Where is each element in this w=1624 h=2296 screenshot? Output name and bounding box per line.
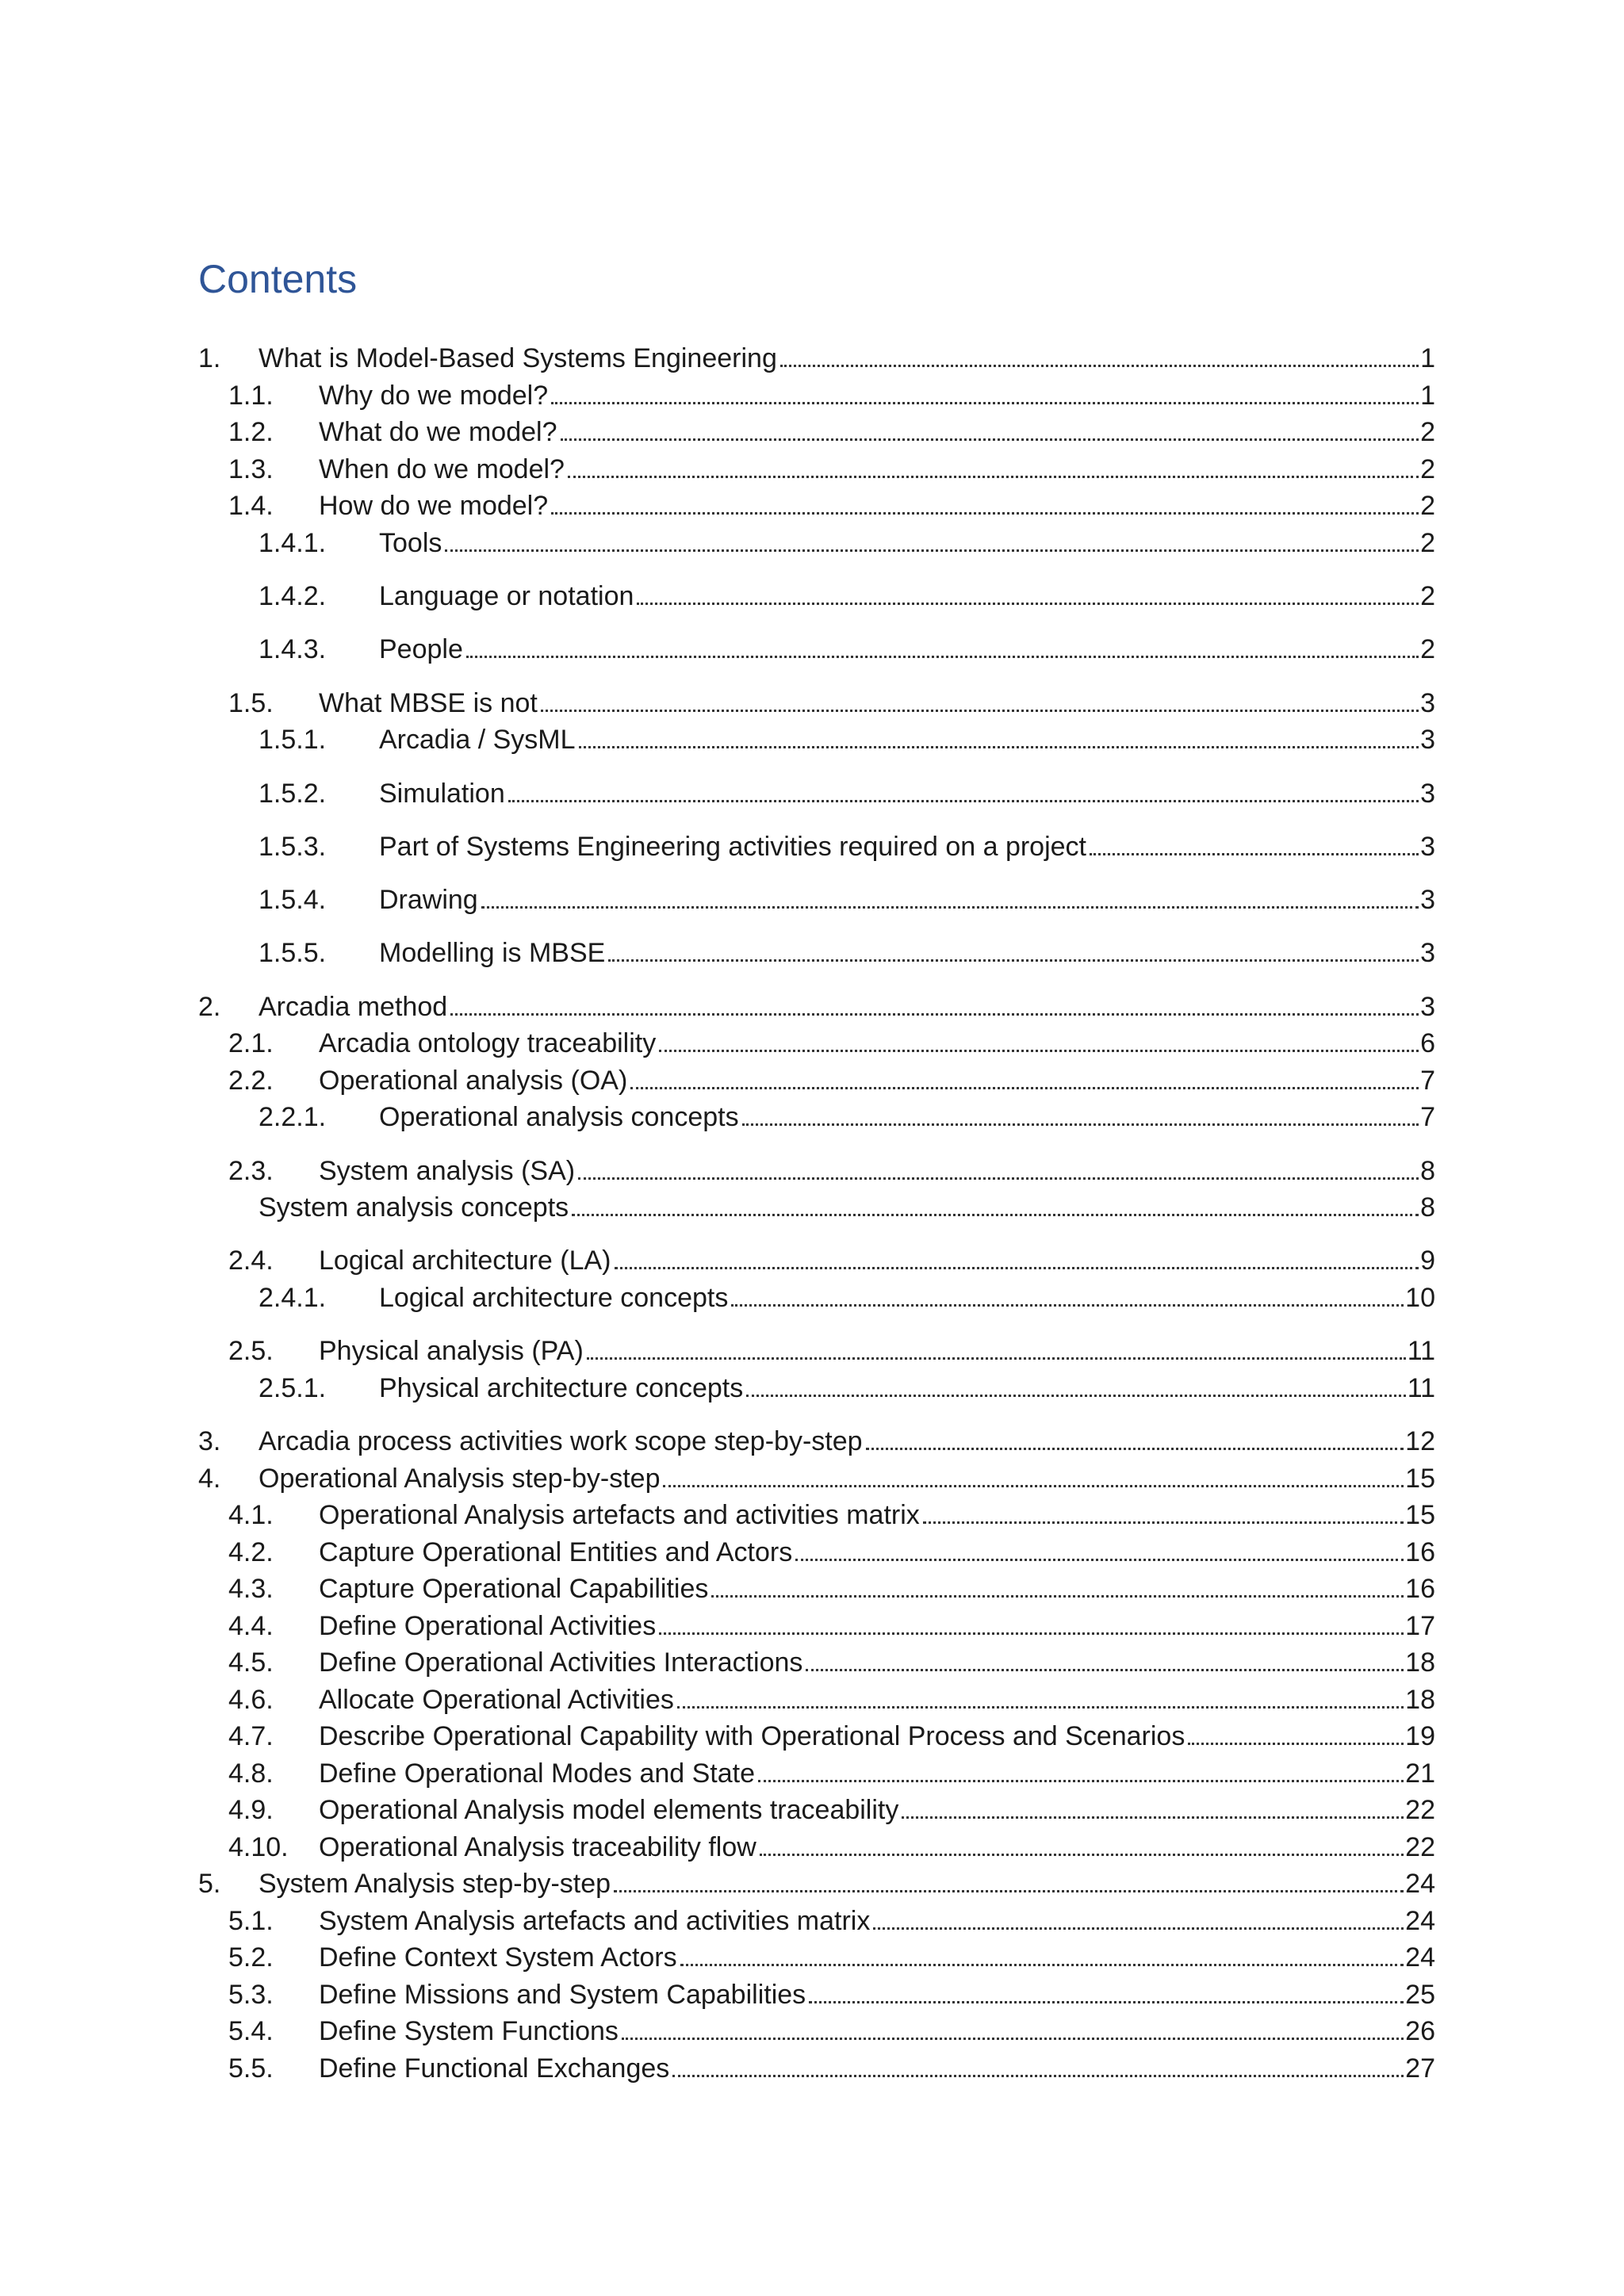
toc-entry-page-number: 10 — [1405, 1283, 1435, 1313]
toc-entry-page-number: 22 — [1405, 1832, 1435, 1862]
toc-entry[interactable] — [228, 2014, 1435, 2049]
toc-dot-leader — [578, 1177, 1419, 1180]
toc-entry-number: 1.5.1. — [259, 725, 327, 755]
toc-entry-title: Logical architecture concepts — [379, 1283, 729, 1313]
toc-entry-number: 2.2. — [228, 1066, 274, 1096]
toc-entry-number: 4.5. — [228, 1647, 274, 1678]
toc-entry[interactable] — [259, 526, 1435, 561]
toc-entry-page-number: 3 — [1420, 938, 1435, 968]
toc-entry-number: 1.5.2. — [259, 779, 327, 809]
toc-entry-number: 1.5.4. — [259, 885, 327, 915]
toc-dot-leader — [742, 1123, 1419, 1126]
toc-entry-title: Capture Operational Entities and Actors — [319, 1537, 793, 1567]
toc-entry[interactable] — [228, 1571, 1435, 1606]
toc-entry-title: Part of Systems Engineering activities required on a project — [379, 832, 1087, 862]
toc-entry-title: Capture Operational Capabilities — [319, 1574, 709, 1604]
toc-entry[interactable] — [228, 378, 1435, 413]
toc-dot-leader — [680, 1963, 1404, 1966]
toc-entry-page-number: 2 — [1420, 491, 1435, 521]
toc-entry-title: Arcadia process activities work scope step-by-step — [259, 1426, 863, 1456]
toc-entry-title: Simulation — [379, 779, 505, 809]
toc-entry-page-number: 3 — [1420, 688, 1435, 718]
toc-entry-title: Physical analysis (PA) — [319, 1336, 584, 1366]
toc-entry-page-number: 7 — [1420, 1102, 1435, 1132]
toc-entry[interactable] — [228, 1830, 1435, 1865]
toc-entry-title: System analysis (SA) — [319, 1156, 576, 1186]
toc-entry-title: Modelling is MBSE — [379, 938, 606, 968]
toc-entry-page-number: 1 — [1420, 381, 1435, 411]
toc-entry-title: Operational Analysis artefacts and activities matrix — [319, 1500, 920, 1530]
toc-dot-leader — [541, 709, 1419, 712]
toc-entry-title: People — [379, 634, 463, 664]
toc-entry-number: 4.3. — [228, 1574, 274, 1604]
toc-entry[interactable] — [228, 1904, 1435, 1938]
toc-entry-page-number: 9 — [1420, 1246, 1435, 1276]
toc-dot-leader — [508, 799, 1419, 802]
toc-dot-leader — [923, 1521, 1404, 1524]
toc-dot-leader — [795, 1558, 1404, 1561]
toc-entry-page-number: 6 — [1420, 1028, 1435, 1058]
toc-entry-title: Describe Operational Capability with Operational Process and Scenarios — [319, 1721, 1185, 1751]
toc-entry-number: 1.5.3. — [259, 832, 327, 862]
toc-entry[interactable] — [228, 415, 1435, 450]
toc-entry[interactable] — [228, 452, 1435, 487]
toc-entry-page-number: 8 — [1420, 1192, 1435, 1223]
toc-dot-leader — [809, 2000, 1404, 2003]
toc-entry[interactable] — [228, 1334, 1435, 1368]
toc-dot-leader — [579, 745, 1419, 748]
toc-entry[interactable] — [228, 1940, 1435, 1975]
toc-dot-leader — [572, 1213, 1419, 1216]
toc-dot-leader — [1188, 1742, 1404, 1745]
toc-entry-page-number: 2 — [1420, 454, 1435, 484]
toc-dot-leader — [659, 1049, 1419, 1052]
toc-dot-leader — [780, 364, 1419, 367]
toc-entry-page-number: 24 — [1405, 1869, 1435, 1899]
toc-entry-number: 4. — [198, 1464, 221, 1494]
toc-dot-leader — [551, 401, 1419, 404]
toc-entry-number: 2.5. — [228, 1336, 274, 1366]
toc-entry-page-number: 22 — [1405, 1795, 1435, 1825]
toc-entry-number: 5.2. — [228, 1942, 274, 1973]
toc-entry-number: 4.8. — [228, 1758, 274, 1789]
toc-entry[interactable] — [228, 1154, 1435, 1188]
toc-entry[interactable] — [228, 1535, 1435, 1570]
toc-entry-page-number: 3 — [1420, 779, 1435, 809]
toc-entry-title: System Analysis step-by-step — [259, 1869, 611, 1899]
toc-entry-title: Define System Functions — [319, 2016, 619, 2046]
toc-entry-page-number: 3 — [1420, 832, 1435, 862]
toc-dot-leader — [608, 959, 1419, 962]
toc-entry-title: Operational analysis (OA) — [319, 1066, 628, 1096]
toc-entry-page-number: 11 — [1407, 1373, 1435, 1403]
toc-entry[interactable] — [228, 1793, 1435, 1827]
toc-dot-leader — [1090, 852, 1419, 855]
toc-entry-page-number: 12 — [1405, 1426, 1435, 1456]
toc-entry-number: 4.1. — [228, 1500, 274, 1530]
toc-entry-number: 1. — [198, 343, 221, 373]
toc-entry-number: 2.5.1. — [259, 1373, 327, 1403]
toc-dot-leader — [672, 2074, 1404, 2077]
toc-entry-title: System analysis concepts — [259, 1192, 569, 1223]
toc-entry-page-number: 2 — [1420, 581, 1435, 611]
toc-entry-page-number: 8 — [1420, 1156, 1435, 1186]
toc-dot-leader — [614, 1889, 1404, 1892]
toc-dot-leader — [806, 1668, 1404, 1671]
toc-entry[interactable] — [259, 1371, 1435, 1406]
toc-entry[interactable] — [228, 488, 1435, 523]
toc-entry[interactable] — [228, 1498, 1435, 1533]
toc-entry-page-number: 18 — [1405, 1647, 1435, 1678]
toc-entry[interactable] — [259, 776, 1435, 811]
toc-entry-number: 5.1. — [228, 1906, 274, 1936]
toc-entry[interactable] — [228, 1719, 1435, 1754]
toc-entry-number: 4.10. — [228, 1832, 289, 1862]
toc-entry-number: 2.3. — [228, 1156, 274, 1186]
toc-dot-leader — [746, 1394, 1405, 1397]
toc-entry-title: Define Operational Modes and State — [319, 1758, 756, 1789]
toc-entry[interactable] — [259, 632, 1435, 667]
toc-entry-page-number: 11 — [1407, 1336, 1435, 1366]
toc-entry-title: Define Context System Actors — [319, 1942, 677, 1973]
toc-dot-leader — [731, 1303, 1404, 1307]
toc-dot-leader — [466, 655, 1419, 658]
toc-entry-page-number: 24 — [1405, 1906, 1435, 1936]
toc-dot-leader — [587, 1357, 1406, 1360]
toc-entry-number: 1.3. — [228, 454, 274, 484]
toc-entry-title: Why do we model? — [319, 381, 549, 411]
toc-entry-number: 1.5.5. — [259, 938, 327, 968]
toc-entry[interactable] — [198, 1866, 1435, 1901]
toc-entry-number: 2.4.1. — [259, 1283, 327, 1313]
toc-entry-page-number: 18 — [1405, 1685, 1435, 1715]
toc-entry[interactable] — [228, 686, 1435, 721]
toc-entry-page-number: 16 — [1405, 1574, 1435, 1604]
toc-entry-title: Language or notation — [379, 581, 634, 611]
toc-entry-number: 4.7. — [228, 1721, 274, 1751]
toc-entry-title: Define Operational Activities — [319, 1611, 657, 1641]
toc-dot-leader — [663, 1484, 1404, 1487]
toc-entry-number: 5.4. — [228, 2016, 274, 2046]
toc-entry-page-number: 24 — [1405, 1942, 1435, 1973]
toc-dot-leader — [615, 1266, 1419, 1269]
toc-entry-number: 1.4.3. — [259, 634, 327, 664]
toc-entry-title: Arcadia ontology traceability — [319, 1028, 657, 1058]
toc-entry-number: 4.4. — [228, 1611, 274, 1641]
toc-entry[interactable] — [198, 989, 1435, 1024]
toc-entry-title: Define Functional Exchanges — [319, 2053, 670, 2084]
toc-entry[interactable] — [228, 1645, 1435, 1680]
toc-entry-page-number: 16 — [1405, 1537, 1435, 1567]
toc-entry-title: What do we model? — [319, 417, 557, 447]
toc-entry[interactable] — [228, 2051, 1435, 2086]
toc-entry-title: When do we model? — [319, 454, 565, 484]
toc-entry-number: 3. — [198, 1426, 221, 1456]
toc-entry-number: 2.2.1. — [259, 1102, 327, 1132]
toc-entry-title: What MBSE is not — [319, 688, 538, 718]
toc-entry[interactable] — [198, 341, 1435, 376]
toc-entry[interactable] — [259, 936, 1435, 970]
toc-entry-title: Drawing — [379, 885, 478, 915]
toc-entry-page-number: 2 — [1420, 528, 1435, 558]
toc-entry-title: Logical architecture (LA) — [319, 1246, 611, 1276]
toc-entry-title: Operational Analysis step-by-step — [259, 1464, 661, 1494]
toc-dot-leader — [551, 511, 1419, 515]
toc-dot-leader — [760, 1853, 1404, 1856]
toc-entry[interactable] — [259, 579, 1435, 614]
toc-entry-number: 1.4.1. — [259, 528, 327, 558]
toc-entry-number: 1.4.2. — [259, 581, 327, 611]
toc-entry-page-number: 3 — [1420, 992, 1435, 1022]
toc-entry-title: Allocate Operational Activities — [319, 1685, 674, 1715]
toc-entry-number: 1.5. — [228, 688, 274, 718]
toc-entry-page-number: 15 — [1405, 1500, 1435, 1530]
toc-entry[interactable] — [259, 882, 1435, 917]
toc-entry-page-number: 3 — [1420, 725, 1435, 755]
toc-dot-leader — [568, 475, 1419, 478]
toc-entry-title: Operational Analysis traceability flow — [319, 1832, 756, 1862]
toc-entry[interactable] — [228, 1609, 1435, 1644]
toc-entry[interactable] — [228, 1063, 1435, 1098]
toc-entry[interactable] — [198, 1461, 1435, 1496]
page-title: Contents — [198, 257, 358, 301]
toc-entry-number: 1.1. — [228, 381, 274, 411]
toc-entry-page-number: 26 — [1405, 2016, 1435, 2046]
toc-entry-number: 5.3. — [228, 1980, 274, 2010]
toc-dot-leader — [711, 1594, 1404, 1598]
toc-dot-leader — [902, 1816, 1404, 1819]
toc-entry-title: How do we model? — [319, 491, 549, 521]
toc-entry-page-number: 19 — [1405, 1721, 1435, 1751]
toc-entry-title: Tools — [379, 528, 442, 558]
toc-entry[interactable] — [228, 1756, 1435, 1791]
toc-entry[interactable] — [259, 829, 1435, 864]
toc-entry[interactable] — [259, 722, 1435, 757]
toc-entry-page-number: 7 — [1420, 1066, 1435, 1096]
toc-dot-leader — [866, 1447, 1404, 1450]
toc-dot-leader — [622, 2037, 1404, 2040]
toc-entry-page-number: 3 — [1420, 885, 1435, 915]
toc-entry[interactable] — [228, 1682, 1435, 1717]
toc-dot-leader — [561, 438, 1419, 441]
toc-entry-page-number: 25 — [1405, 1980, 1435, 2010]
toc-entry-number: 1.4. — [228, 491, 274, 521]
toc-entry-title: Arcadia / SysML — [379, 725, 576, 755]
toc-dot-leader — [637, 602, 1419, 605]
toc-entry-number: 4.2. — [228, 1537, 274, 1567]
toc-dot-leader — [758, 1779, 1404, 1782]
toc-dot-leader — [677, 1705, 1404, 1709]
toc-entry-page-number: 17 — [1405, 1611, 1435, 1641]
toc-entry[interactable] — [259, 1100, 1435, 1135]
toc-entry-title: Operational Analysis model elements traceability — [319, 1795, 899, 1825]
toc-entry[interactable] — [198, 1424, 1435, 1459]
toc-entry-number: 5. — [198, 1869, 221, 1899]
toc-entry-page-number: 27 — [1405, 2053, 1435, 2084]
toc-dot-leader — [630, 1086, 1419, 1089]
toc-entry-page-number: 2 — [1420, 634, 1435, 664]
toc-entry-page-number: 21 — [1405, 1758, 1435, 1789]
toc-dot-leader — [445, 549, 1419, 552]
toc-entry-title: What is Model-Based Systems Engineering — [259, 343, 777, 373]
toc-entry[interactable] — [259, 1280, 1435, 1315]
toc-dot-leader — [450, 1012, 1419, 1016]
toc-entry-title: Arcadia method — [259, 992, 448, 1022]
toc-entry[interactable] — [228, 1026, 1435, 1061]
toc-entry-number: 2. — [198, 992, 221, 1022]
toc-entry-number: 5.5. — [228, 2053, 274, 2084]
toc-dot-leader — [659, 1632, 1404, 1635]
toc-entry[interactable] — [259, 1190, 1435, 1225]
toc-dot-leader — [873, 1927, 1404, 1930]
toc-entry[interactable] — [228, 1243, 1435, 1278]
toc-entry-page-number: 15 — [1405, 1464, 1435, 1494]
toc-dot-leader — [481, 905, 1419, 909]
toc-entry-title: Define Operational Activities Interactions — [319, 1647, 803, 1678]
toc-entry-number: 2.4. — [228, 1246, 274, 1276]
toc-entry-title: System Analysis artefacts and activities matrix — [319, 1906, 871, 1936]
toc-entry[interactable] — [228, 1977, 1435, 2012]
toc-entry-title: Operational analysis concepts — [379, 1102, 739, 1132]
toc-entry-page-number: 2 — [1420, 417, 1435, 447]
toc-entry-number: 1.2. — [228, 417, 274, 447]
toc-entry-number: 4.6. — [228, 1685, 274, 1715]
toc-entry-title: Physical architecture concepts — [379, 1373, 744, 1403]
toc-entry-number: 2.1. — [228, 1028, 274, 1058]
toc-entry-title: Define Missions and System Capabilities — [319, 1980, 806, 2010]
toc-entry-page-number: 1 — [1420, 343, 1435, 373]
toc-entry-number: 4.9. — [228, 1795, 274, 1825]
